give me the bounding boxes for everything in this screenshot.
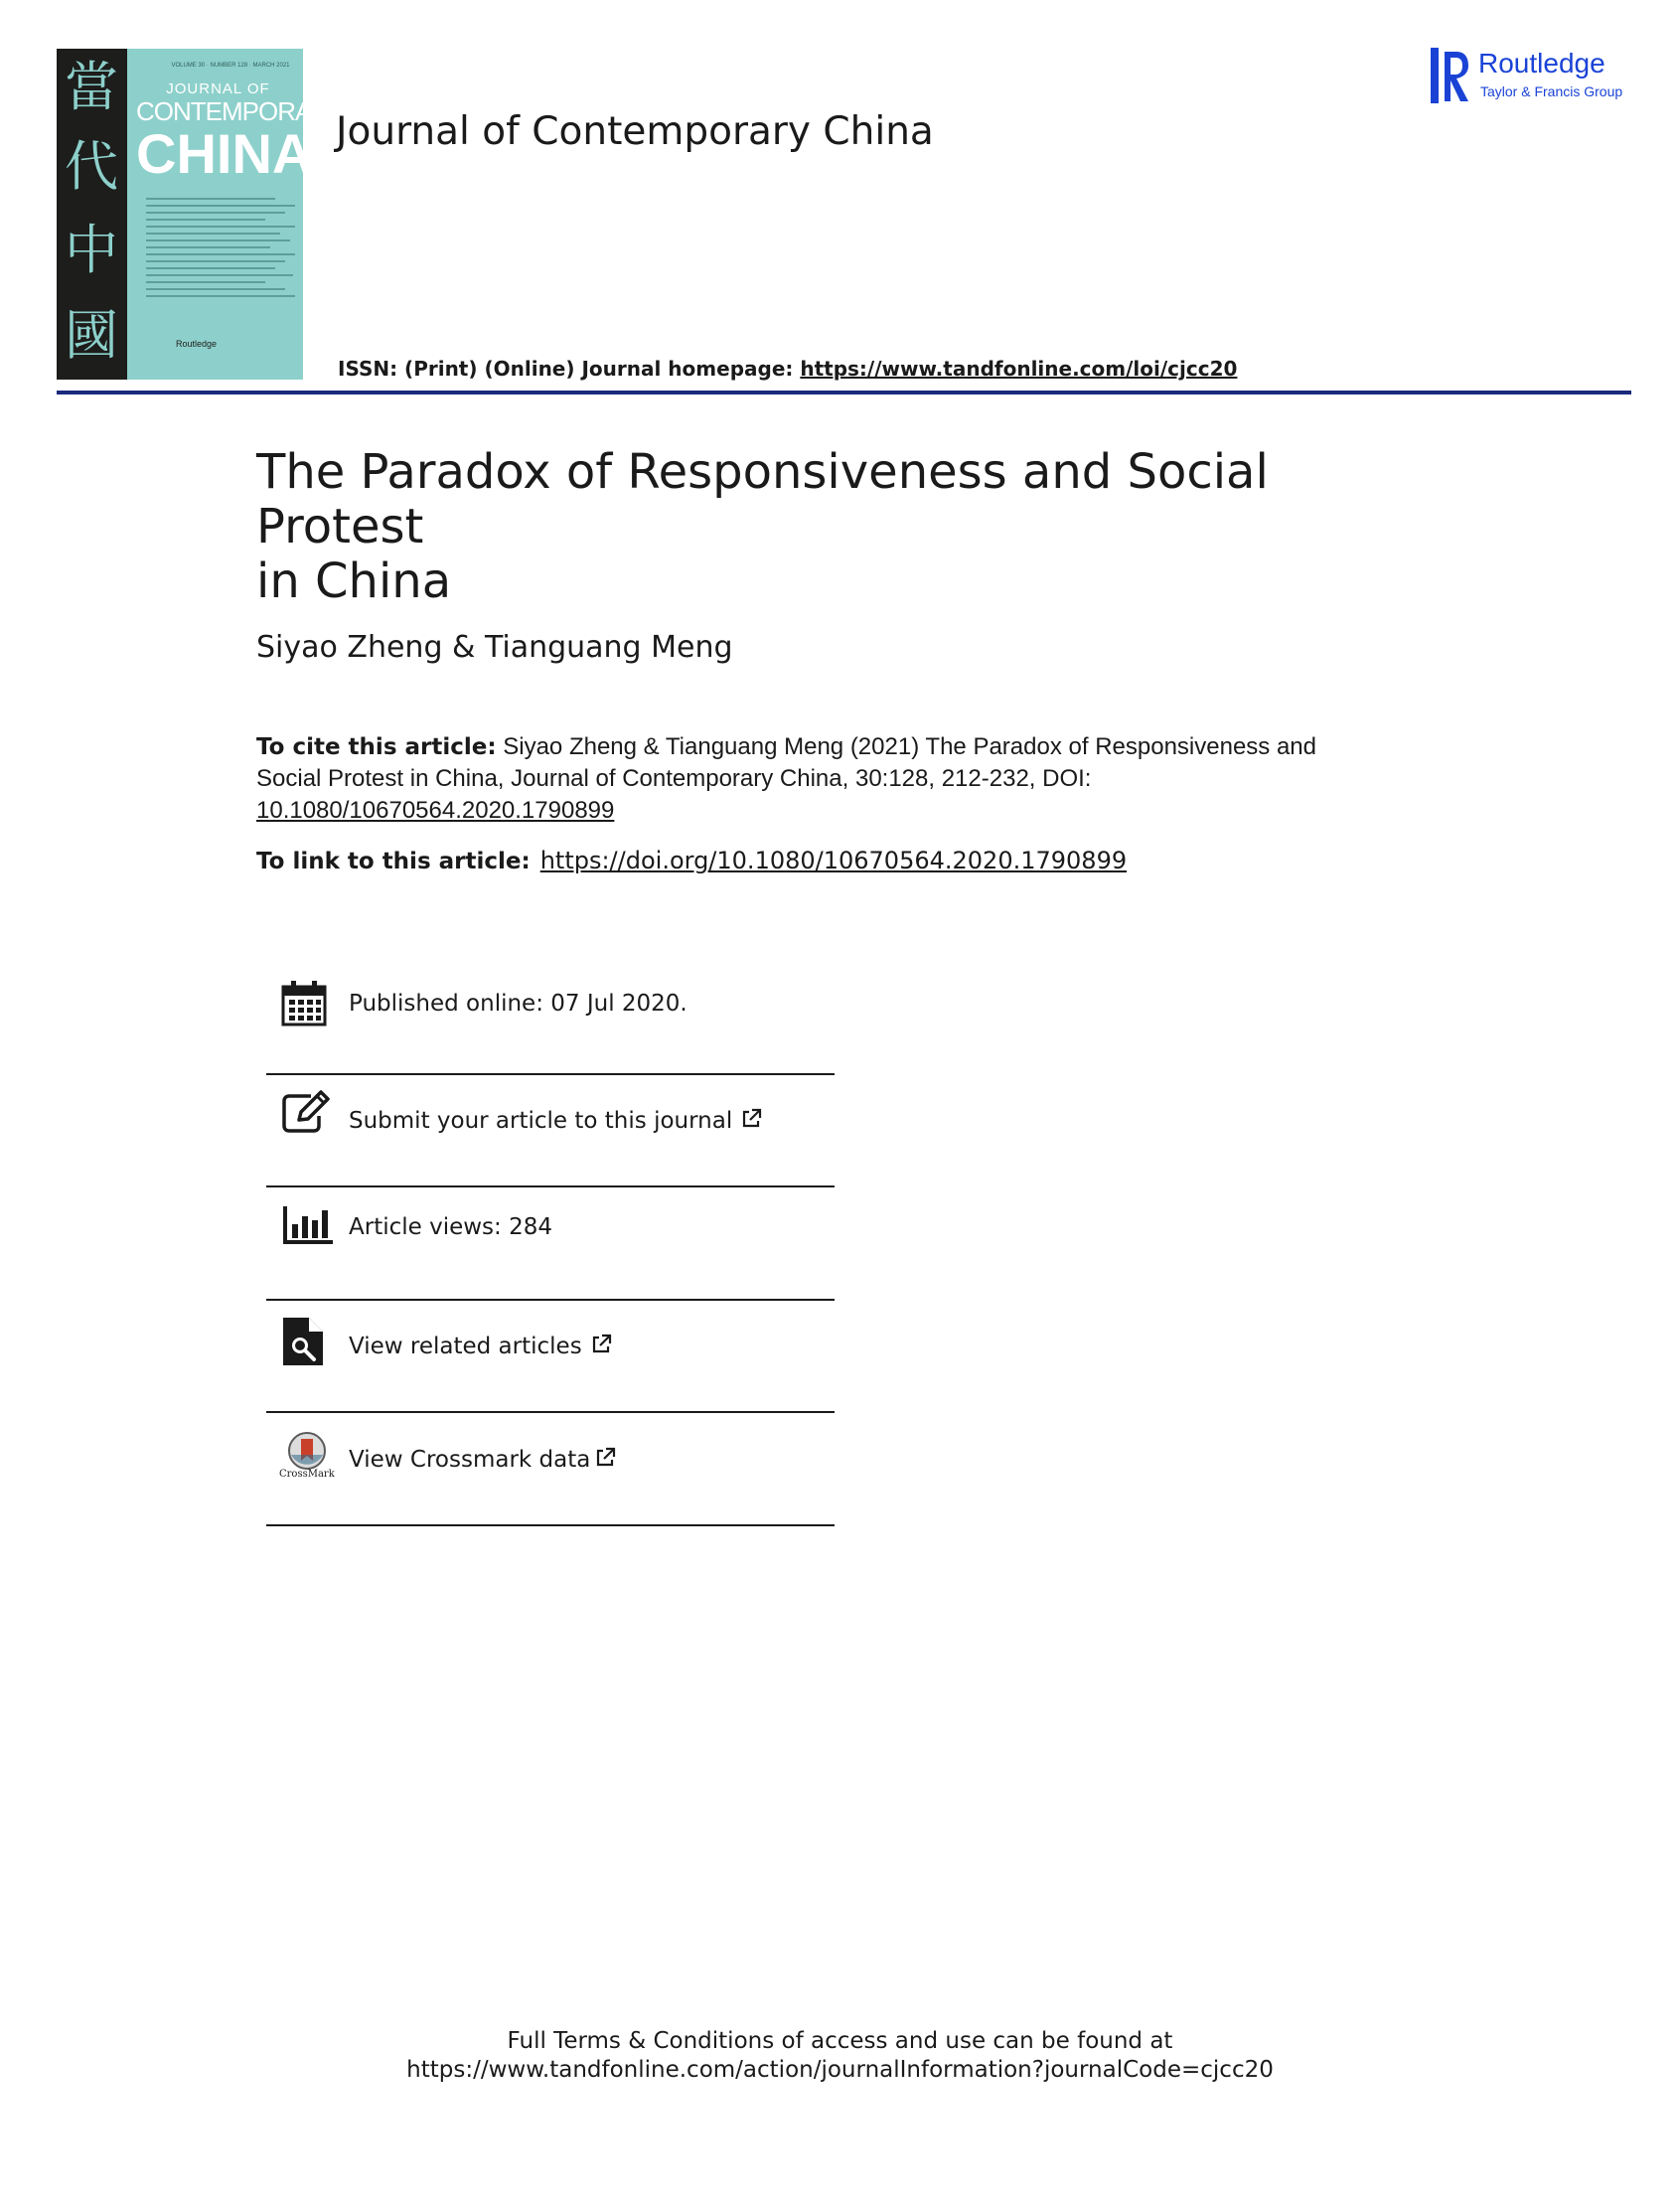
- cover-contemporary: CONTEMPORARY: [136, 96, 345, 126]
- edit-icon: [281, 1090, 331, 1134]
- crossmark-caption: CrossMark: [279, 1469, 335, 1480]
- article-views-text: Article views: 284: [349, 1214, 553, 1240]
- crossmark-icon: [281, 1431, 337, 1487]
- footer-terms-text: Full Terms & Conditions of access and use can be found at: [507, 2028, 1173, 2054]
- article-doi-link[interactable]: https://doi.org/10.1080/10670564.2020.1790899: [539, 847, 1128, 874]
- cover-glyph: 國: [65, 304, 118, 367]
- cover-journal-of: JOURNAL OF: [166, 80, 270, 97]
- cover-glyph: 中: [65, 219, 118, 281]
- header-divider: [57, 391, 1631, 394]
- cover-glyph: 代: [65, 135, 118, 198]
- cite-doi-link[interactable]: 10.1080/10670564.2020.1790899: [256, 797, 615, 824]
- routledge-r-icon: [1431, 48, 1470, 105]
- article-link-row: [256, 847, 1127, 874]
- item-divider: [266, 1524, 835, 1526]
- external-link-icon: [740, 1108, 762, 1130]
- routledge-logo: [1431, 48, 1470, 109]
- footer: [0, 2027, 1680, 2085]
- external-link-icon: [590, 1334, 612, 1355]
- issn-line: [338, 357, 1237, 381]
- list-item-crossmark[interactable]: [266, 1427, 833, 1487]
- search-document-icon: [281, 1318, 325, 1367]
- link-label: To link to this article:: [256, 849, 531, 874]
- issn-text: ISSN: (Print) (Online) Journal homepage:: [338, 357, 801, 381]
- crossmark-data-link[interactable]: [349, 1447, 616, 1473]
- cover-contents-lines: [146, 198, 295, 302]
- publisher-name: Routledge: [1478, 48, 1605, 79]
- item-divider: [266, 1411, 835, 1413]
- cover-china: CHINA: [136, 122, 313, 185]
- list-item-published: [266, 979, 833, 1038]
- item-divider: [266, 1185, 835, 1187]
- article-title-line: The Paradox of Responsiveness and Social Protest: [256, 444, 1269, 554]
- related-articles-label: View related articles: [349, 1334, 582, 1359]
- item-divider: [266, 1073, 835, 1075]
- related-articles-link[interactable]: [349, 1334, 612, 1359]
- item-divider: [266, 1299, 835, 1301]
- cover-spine: [57, 49, 127, 380]
- journal-cover-image: [57, 49, 345, 380]
- publisher-subtitle: Taylor & Francis Group: [1480, 83, 1623, 99]
- article-title: [256, 445, 1449, 609]
- cover-issue-line: VOLUME 30 · NUMBER 128 · MARCH 2021: [171, 63, 290, 69]
- bar-chart-icon: [281, 1206, 335, 1246]
- submit-article-label: Submit your article to this journal: [349, 1108, 733, 1134]
- list-item-views: [266, 1200, 833, 1260]
- crossmark-label: View Crossmark data: [349, 1447, 591, 1473]
- external-link-icon: [594, 1447, 616, 1469]
- cite-text: Siyao Zheng & Tianguang Meng (2021) The Paradox of Responsiveness and Social Protest in China, Journal of Contemporary China, 30:128, 212-232, DOI:: [256, 733, 1316, 792]
- cite-label: To cite this article:: [256, 734, 497, 760]
- cover-publisher-mark: Routledge: [176, 339, 218, 349]
- submit-article-link[interactable]: [349, 1108, 762, 1134]
- published-online-text: Published online: 07 Jul 2020.: [349, 991, 687, 1017]
- article-authors: Siyao Zheng & Tianguang Meng: [256, 630, 733, 665]
- list-item-submit[interactable]: [266, 1088, 833, 1148]
- cover-glyph: 當: [65, 56, 118, 118]
- list-item-related[interactable]: [266, 1314, 833, 1373]
- citation-block: [256, 731, 1369, 827]
- article-title-line: in China: [256, 553, 452, 609]
- journal-title: Journal of Contemporary China: [336, 109, 934, 154]
- footer-terms-link[interactable]: https://www.tandfonline.com/action/journalInformation?journalCode=cjcc20: [406, 2057, 1274, 2083]
- journal-homepage-link[interactable]: https://www.tandfonline.com/loi/cjcc20: [800, 357, 1238, 381]
- calendar-icon: [281, 979, 327, 1026]
